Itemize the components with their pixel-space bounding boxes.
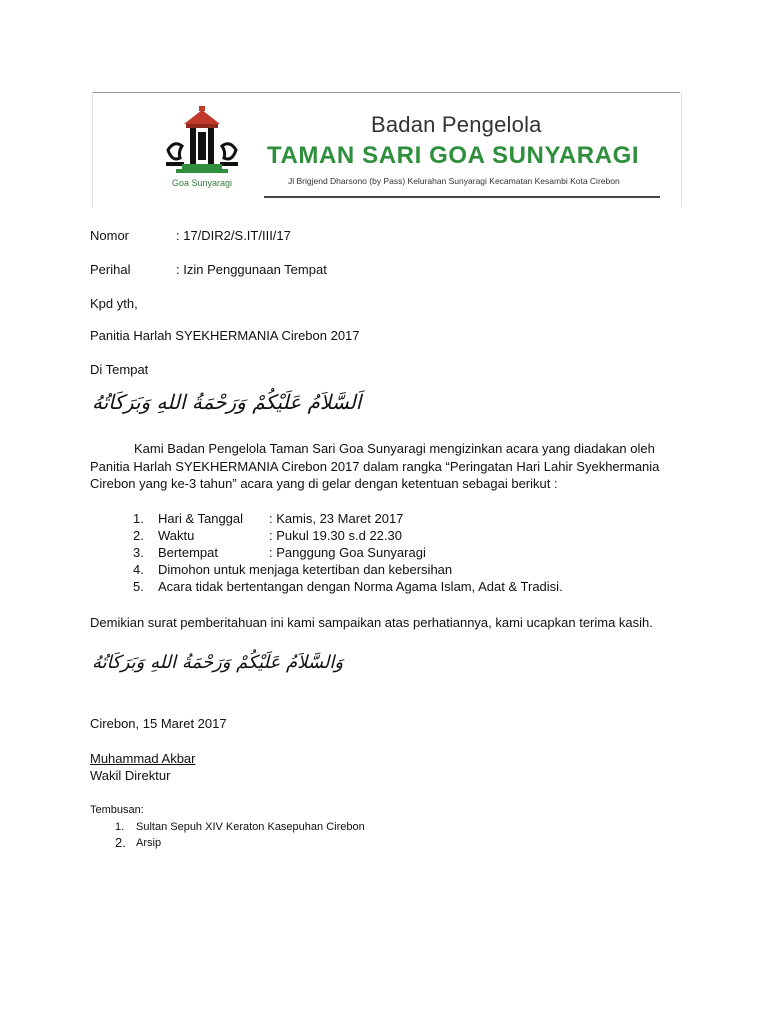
- org-name-line1: Badan Pengelola: [371, 112, 542, 137]
- cc-item-1-text: Sultan Sepuh XIV Keraton Kasepuhan Cirebon: [136, 821, 365, 833]
- signer-title: Wakil Direktur: [90, 768, 171, 783]
- field-label-nomor: Nomor: [90, 228, 130, 243]
- condition-5-text: Acara tidak bertentangan dengan Norma Agama Islam, Adat & Tradisi.: [158, 579, 563, 594]
- letterhead-left-edge: [92, 92, 93, 207]
- condition-2-label: Waktu: [158, 528, 195, 543]
- letterhead-top-border: [92, 92, 680, 93]
- body-paragraph-text: Kami Badan Pengelola Taman Sari Goa Sunyaragi mengizinkan acara yang diadakan oleh Panitia Harlah SYEKHERMANIA Cirebon 2017 dalam rangka “Peringatan Hari Lahir Syekhermania Cirebon yang ke-3 tahun” acara yang di gelar dengan ketentuan sebagai berikut :: [90, 441, 660, 491]
- org-address: Jl Brigjend Dharsono (by Pass) Kelurahan Sunyaragi Kecamatan Kesambi Kota Cirebon: [288, 176, 620, 186]
- condition-2-number: 2.: [133, 528, 144, 543]
- field-label-perihal: Perihal: [90, 262, 131, 277]
- date-place: Cirebon, 15 Maret 2017: [90, 716, 227, 731]
- condition-2-value: : Pukul 19.30 s.d 22.30: [269, 528, 402, 543]
- salam-opening: اَلسَّلاَمُ عَلَيْكُمْ وَرَحْمَةُ اللهِ وَبَرَكَاتُهُ: [92, 390, 362, 414]
- recipient-name: Panitia Harlah SYEKHERMANIA Cirebon 2017: [90, 328, 360, 343]
- cc-item-1-number: 1.: [115, 821, 125, 833]
- salam-closing: وَالسَّلاَمُ عَلَيْكُمْ وَرَحْمَةُ اللهِ وَبَرَكَاتُهُ: [92, 652, 344, 673]
- org-name-line2: TAMAN SARI GOA SUNYARAGI: [267, 142, 640, 169]
- letterhead: [92, 92, 682, 207]
- condition-3-number: 3.: [133, 545, 144, 560]
- recipient-greeting: Kpd yth,: [90, 296, 138, 311]
- letterhead-rule: [264, 196, 660, 198]
- condition-4-number: 4.: [133, 562, 144, 577]
- cc-label: Tembusan:: [90, 804, 144, 816]
- signer-name: Muhammad Akbar: [90, 751, 196, 766]
- logo-caption: Goa Sunyaragi: [171, 178, 233, 188]
- condition-3-value: : Panggung Goa Sunyaragi: [269, 545, 426, 560]
- body-paragraph: [90, 440, 678, 493]
- condition-1-number: 1.: [133, 511, 144, 526]
- letterhead-right-edge: [681, 92, 682, 207]
- condition-3-label: Bertempat: [158, 545, 218, 560]
- field-value-perihal: : Izin Penggunaan Tempat: [176, 262, 327, 277]
- cc-item-2-number: 2.: [115, 835, 126, 850]
- condition-1-label: Hari & Tanggal: [158, 511, 244, 526]
- closing-sentence: Demikian surat pemberitahuan ini kami sampaikan atas perhatiannya, kami ucapkan terima kasih.: [90, 615, 653, 630]
- recipient-place: Di Tempat: [90, 362, 149, 377]
- field-value-nomor: : 17/DIR2/S.IT/III/17: [176, 228, 291, 243]
- condition-1-value: : Kamis, 23 Maret 2017: [269, 511, 404, 526]
- condition-4-text: Dimohon untuk menjaga ketertiban dan kebersihan: [158, 562, 453, 577]
- goa-sunyaragi-logo-icon: [162, 106, 242, 184]
- condition-5-number: 5.: [133, 579, 144, 594]
- cc-item-2-text: Arsip: [136, 837, 162, 849]
